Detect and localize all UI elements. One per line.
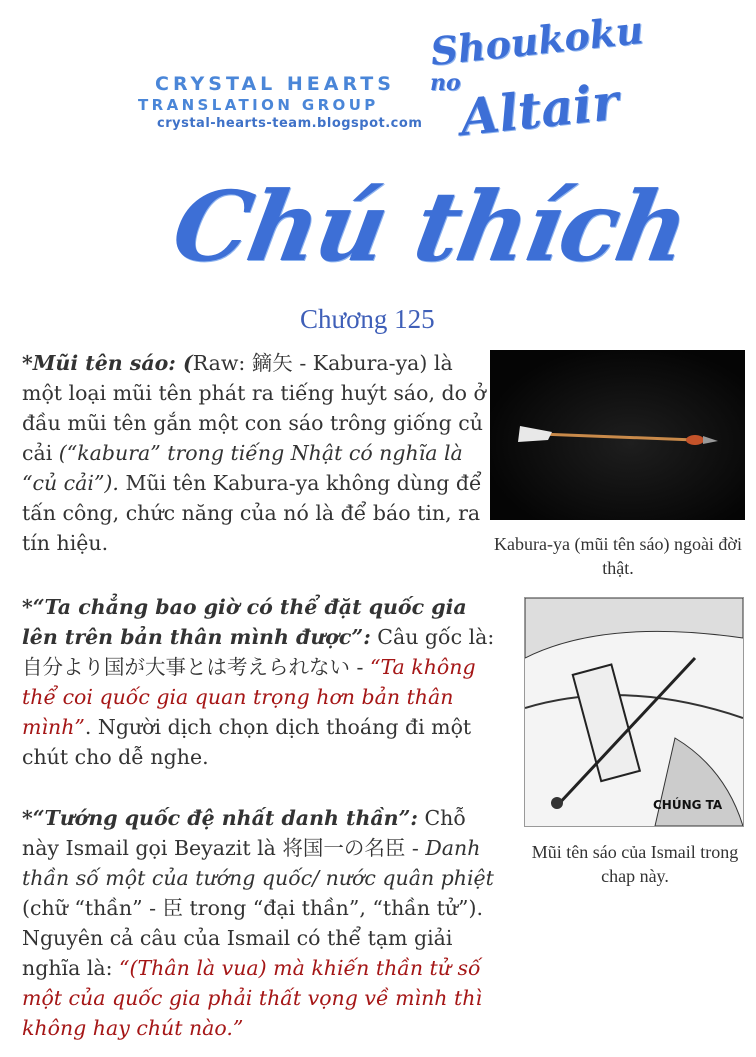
note-heading: *“Tướng quốc đệ nhất danh thần”: xyxy=(22,806,418,830)
panel-caption: Mũi tên sáo của Ismail trong chap này. xyxy=(531,842,739,886)
note-translation: “Ta không thể coi quốc gia quan trọng hơn bản thân mình” xyxy=(22,655,476,739)
note-translation: “(Thân là vua) mà khiến thần tử số một của quốc gia phải thất vọng về mình thì không hay chút nào.” xyxy=(22,956,483,1040)
series-logo-line1: Shoukoku xyxy=(428,6,646,75)
photo-caption: Kabura-ya (mũi tên sáo) ngoài đời thật. xyxy=(494,534,742,578)
note-country-quote xyxy=(22,592,497,772)
series-logo-line2: no xyxy=(430,70,461,96)
note-great-minister xyxy=(22,803,497,1043)
note-italic: (“kabura” trong tiếng Nhật có nghĩa là “củ cải”). xyxy=(22,441,463,495)
note-italic: Danh thần số một của tướng quốc/ nước quân phiệt xyxy=(22,836,494,890)
group-subtitle: TRANSLATION GROUP xyxy=(138,96,379,114)
note-heading: *Mũi tên sáo: ( xyxy=(22,351,193,375)
note-text: Mũi tên Kabura-ya không dùng để tấn công, chức năng của nó là để báo tin, ra tín hiệu. xyxy=(22,471,482,555)
note-text: (chữ “thần” - 臣 trong “đại thần”, “thần tử”). Nguyên cả câu của Ismail có thể tạm giải nghĩa là: xyxy=(22,896,484,980)
manga-panel xyxy=(524,597,744,827)
note-text: Raw: 鏑矢 - Kabura-ya) là một loại mũi tên phát ra tiếng huýt sáo, do ở đầu mũi tên gắn một con sáo trông giống củ cải xyxy=(22,351,486,465)
group-url: crystal-hearts-team.blogspot.com xyxy=(157,116,423,131)
note-heading: *“Ta chẳng bao giờ có thể đặt quốc gia lên trên bản thân mình được”: xyxy=(22,595,467,649)
note-text: . Người dịch chọn dịch thoáng đi một chút cho dễ nghe. xyxy=(22,715,472,769)
page-title: Chú thích xyxy=(165,170,696,283)
arrow-photo xyxy=(490,350,745,520)
note-kabura-ya xyxy=(22,348,487,558)
group-name: CRYSTAL HEARTS xyxy=(155,73,395,95)
note-text: Chỗ này Ismail gọi Beyazit là 将国一の名臣 - xyxy=(22,806,466,860)
manga-arrow-drawing xyxy=(525,598,743,826)
note-text: Câu gốc là: 自分より国が大事とは考えられない - xyxy=(22,625,495,679)
series-logo-line3: Altair xyxy=(457,71,622,148)
arrow-illustration xyxy=(490,350,745,520)
manga-panel-text: CHÚNG TA xyxy=(653,798,723,812)
chapter-label: Chương 125 xyxy=(300,304,435,334)
